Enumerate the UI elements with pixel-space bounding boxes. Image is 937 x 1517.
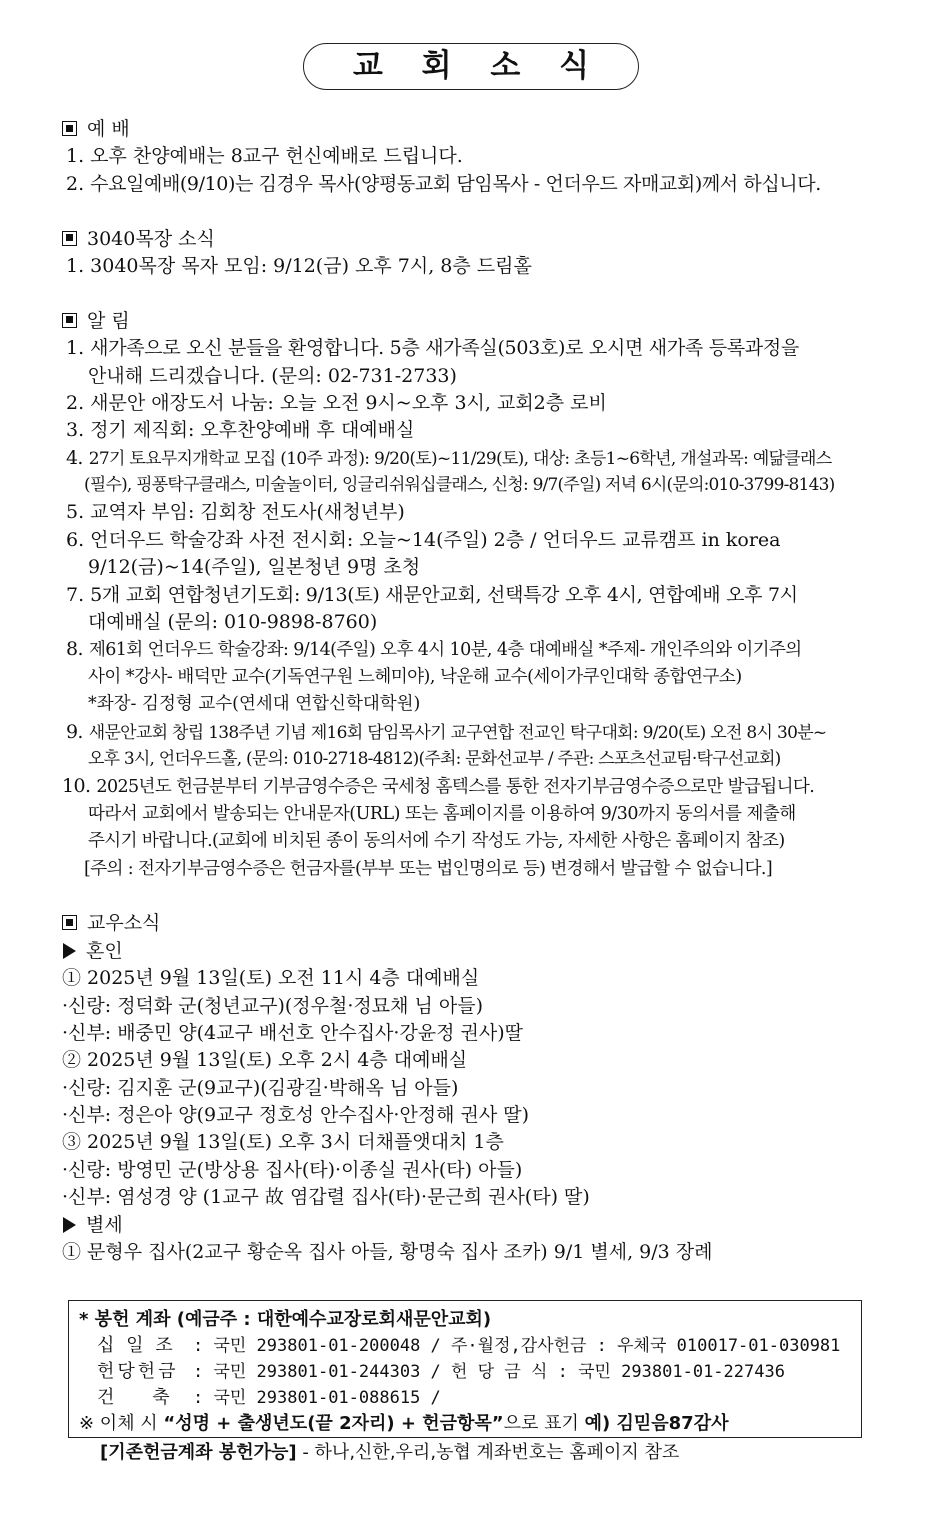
account-row: 십 일 조 : 국민 293801-01-200048 / 주·월정,감사헌금 : 우체국 010017-01-030981 — [97, 1335, 841, 1356]
list-item: 2. 새문안 애장도서 나눔: 오늘 오전 9시~오후 3시, 교회2층 로비 — [66, 391, 607, 414]
list-item: 10. 2025년도 헌금분부터 기부금영수증은 국세청 홈텍스를 통한 전자기부금영수증으로만 발급됩니다. — [62, 775, 815, 798]
wedding-groom: ·신랑: 김지훈 군(9교구)(김광길·박해옥 님 아들) — [62, 1076, 459, 1099]
page-title: 교 회 소 식 — [303, 43, 639, 90]
wedding-bride: ·신부: 배중민 양(4교구 배선호 안수집사·강윤정 권사)딸 — [62, 1021, 524, 1044]
list-item: 3. 정기 제직회: 오후찬양예배 후 대예배실 — [66, 419, 415, 442]
square-bullet-icon — [62, 915, 77, 930]
section-heading-mokjang: 3040목장 소식 — [62, 226, 907, 253]
list-item: 1. 3040목장 목자 모임: 9/12(금) 오후 7시, 8층 드림홀 — [66, 254, 532, 277]
wedding-groom: ·신랑: 방영민 군(방상용 집사(타)·이종실 권사(타) 아들) — [62, 1158, 523, 1181]
offering-accounts-heading: * 봉헌 계좌 (예금주 : 대한예수교장로회새문안교회) — [79, 1309, 492, 1330]
list-item: 1. 새가족으로 오신 분들을 환영합니다. 5층 새가족실(503호)로 오시면 새가족 등록과정을 — [66, 337, 799, 360]
list-item-continuation: 사이 *강사- 배덕만 교수(기독연구원 느헤미야), 낙운해 교수(세이가쿠인대학 종합연구소) — [88, 666, 742, 687]
wedding-datetime: ② 2025년 9월 13일(토) 오후 2시 4층 대예배실 — [62, 1049, 468, 1072]
list-item: 1. 오후 찬양예배는 8교구 헌신예배로 드립니다. — [66, 145, 463, 168]
list-item-continuation: 대예배실 (문의: 010-9898-8760) — [88, 611, 378, 634]
list-item: 2. 수요일예배(9/10)는 김경우 목사(양평동교회 담임목사 - 언더우드 자매교회)께서 하십니다. — [66, 172, 821, 195]
list-item-continuation: 안내해 드리겠습니다. (문의: 02-731-2733) — [88, 364, 457, 387]
offering-accounts-box — [68, 1300, 862, 1438]
section-heading-notices: 알 림 — [62, 308, 907, 335]
section-heading-members: 교우소식 — [62, 910, 907, 937]
square-bullet-icon — [62, 313, 77, 328]
list-item: 7. 5개 교회 연합청년기도회: 9/13(토) 새문안교회, 선택특강 오후 4시, 연합예배 오후 7시 — [66, 583, 798, 606]
list-item: 5. 교역자 부임: 김회창 전도사(새청년부) — [66, 501, 405, 524]
transfer-note: ※ 이체 시 “성명 + 출생년도(끝 2자리) + 헌금항목”으로 표기 예) 김믿음87감사 — [79, 1413, 729, 1434]
list-item-continuation: 9/12(금)~14(주일), 일본청년 9명 초청 — [88, 556, 421, 579]
list-item-continuation: 따라서 교회에서 발송되는 안내문자(URL) 또는 홈페이지를 이용하여 9/30까지 동의서를 제출해 — [88, 803, 796, 824]
wedding-bride: ·신부: 염성경 양 (1교구 故 염갑렬 집사(타)·문근희 권사(타) 딸) — [62, 1186, 590, 1209]
list-item: 4. 27기 토요무지개학교 모집 (10주 과정): 9/20(토)~11/29(토), 대상: 초등1~6학년, 개설과목: 예닮클래스 — [66, 446, 832, 469]
wedding-bride: ·신부: 정은아 양(9교구 정호성 안수집사·안정해 권사 딸) — [62, 1104, 530, 1127]
death-notice: ① 문형우 집사(2교구 황순옥 집사 아들, 황명숙 집사 조카) 9/1 별세, 9/3 장례 — [62, 1241, 713, 1264]
wedding-datetime: ③ 2025년 9월 13일(토) 오후 3시 더채플앳대치 1층 — [62, 1131, 504, 1154]
list-item: 8. 제61회 언더우드 학술강좌: 9/14(주일) 오후 4시 10분, 4층 대예배실 *주제- 개인주의와 이기주의 — [66, 638, 802, 661]
triangle-bullet-icon — [63, 943, 76, 959]
news-content — [62, 116, 907, 1266]
wedding-datetime: ① 2025년 9월 13일(토) 오전 11시 4층 대예배실 — [62, 967, 480, 990]
account-row: 건 축 : 국민 293801-01-088615 / — [97, 1387, 441, 1408]
list-item-continuation: *좌장- 김정형 교수(연세대 연합신학대학원) — [88, 694, 421, 715]
list-item-continuation: [주의 : 전자기부금영수증은 헌금자를(부부 또는 법인명의로 등) 변경해서 발급할 수 없습니다.] — [84, 858, 773, 879]
list-item-continuation: 주시기 바랍니다.(교회에 비치된 종이 동의서에 수기 작성도 가능, 자세한 사항은 홈페이지 참조) — [88, 831, 785, 852]
square-bullet-icon — [62, 121, 77, 136]
subheading-death: 별세 — [62, 1212, 907, 1239]
square-bullet-icon — [62, 231, 77, 246]
section-heading-worship: 예 배 — [62, 116, 907, 143]
account-row: 헌당헌금 : 국민 293801-01-244303 / 헌 당 금 식 : 국민 293801-01-227436 — [97, 1361, 785, 1382]
list-item: 6. 언더우드 학술강좌 사전 전시회: 오늘~14(주일) 2층 / 언더우드 교류캠프 in korea — [66, 528, 781, 551]
list-item-continuation: 오후 3시, 언더우드홀, (문의: 010-2718-4812)(주최: 문화선교부 / 주관: 스포츠선교팀·탁구선교회) — [88, 748, 781, 769]
subheading-wedding: 혼인 — [62, 938, 907, 965]
list-item-continuation: (필수), 핑퐁탁구클래스, 미술놀이터, 잉글리쉬워십클래스, 신청: 9/7(주일) 저녁 6시(문의:010-3799-8143) — [84, 475, 835, 496]
footer-note: [기존헌금계좌 봉헌가능] - 하나,신한,우리,농협 계좌번호는 홈페이지 참조 — [100, 1442, 680, 1463]
triangle-bullet-icon — [63, 1217, 76, 1233]
wedding-groom: ·신랑: 정덕화 군(청년교구)(정우철·정묘채 님 아들) — [62, 994, 484, 1017]
list-item: 9. 새문안교회 창립 138주년 기념 제16회 담임목사기 교구연합 전교인 탁구대회: 9/20(토) 오전 8시 30분~ — [66, 720, 827, 743]
